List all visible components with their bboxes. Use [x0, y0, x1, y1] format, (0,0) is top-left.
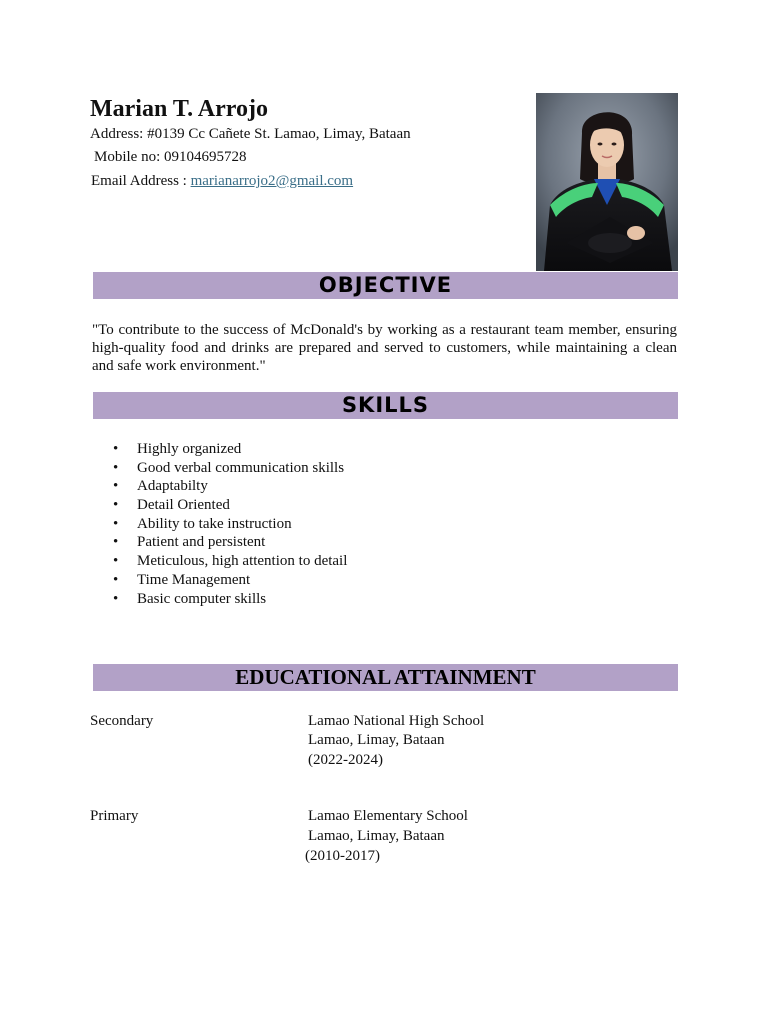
skill-text: Patient and persistent [137, 534, 266, 551]
education-place-primary: Lamao, Limay, Bataan [308, 828, 445, 844]
bullet-icon: • [113, 553, 119, 570]
bullet-icon: • [113, 590, 119, 607]
email-label: Email Address : [91, 173, 191, 189]
skill-text: Basic computer skills [137, 590, 267, 607]
bullet-icon: • [113, 571, 119, 588]
skill-text: Ability to take instruction [137, 515, 292, 532]
skill-text: Detail Oriented [137, 497, 230, 514]
skill-text: Adaptabilty [137, 478, 208, 495]
education-level-primary: Primary [90, 808, 139, 824]
education-school-primary: Lamao Elementary School [308, 808, 468, 824]
bullet-icon: • [113, 459, 119, 476]
education-level-secondary: Secondary [90, 713, 154, 729]
objective-heading: OBJECTIVE [93, 272, 678, 299]
applicant-name: Marian T. Arrojo [90, 96, 268, 122]
profile-photo [536, 93, 678, 271]
education-years-secondary: (2022-2024) [308, 752, 383, 768]
skill-text: Highly organized [137, 441, 242, 457]
education-years-primary: (2010-2017) [305, 848, 380, 864]
education-heading: EDUCATIONAL ATTAINMENT [93, 664, 678, 691]
email-line [91, 172, 353, 190]
skills-heading: SKILLS [93, 392, 678, 419]
bullet-icon: • [113, 441, 119, 457]
objective-paragraph: "To contribute to the success of McDonald's by working as a restaurant team member, ensuring high-quality food and drinks are prepared and served to customers, while maintaining a clean and safe work environment." [92, 322, 677, 374]
bullet-icon: • [113, 515, 119, 532]
bullet-icon: • [113, 534, 119, 551]
address-line: Address: #0139 Cc Cañete St. Lamao, Limay, Bataan [90, 126, 411, 142]
education-school-secondary: Lamao National High School [308, 713, 485, 729]
bullet-icon: • [113, 478, 119, 495]
skill-text: Meticulous, high attention to detail [137, 553, 348, 570]
skill-text: Good verbal communication skills [137, 459, 345, 476]
education-place-secondary: Lamao, Limay, Bataan [308, 732, 445, 748]
skill-text: Time Management [137, 571, 251, 588]
bullet-icon: • [113, 497, 119, 514]
mobile-line: Mobile no: 09104695728 [94, 149, 247, 165]
email-link[interactable]: marianarrojo2@gmail.com [190, 173, 354, 189]
